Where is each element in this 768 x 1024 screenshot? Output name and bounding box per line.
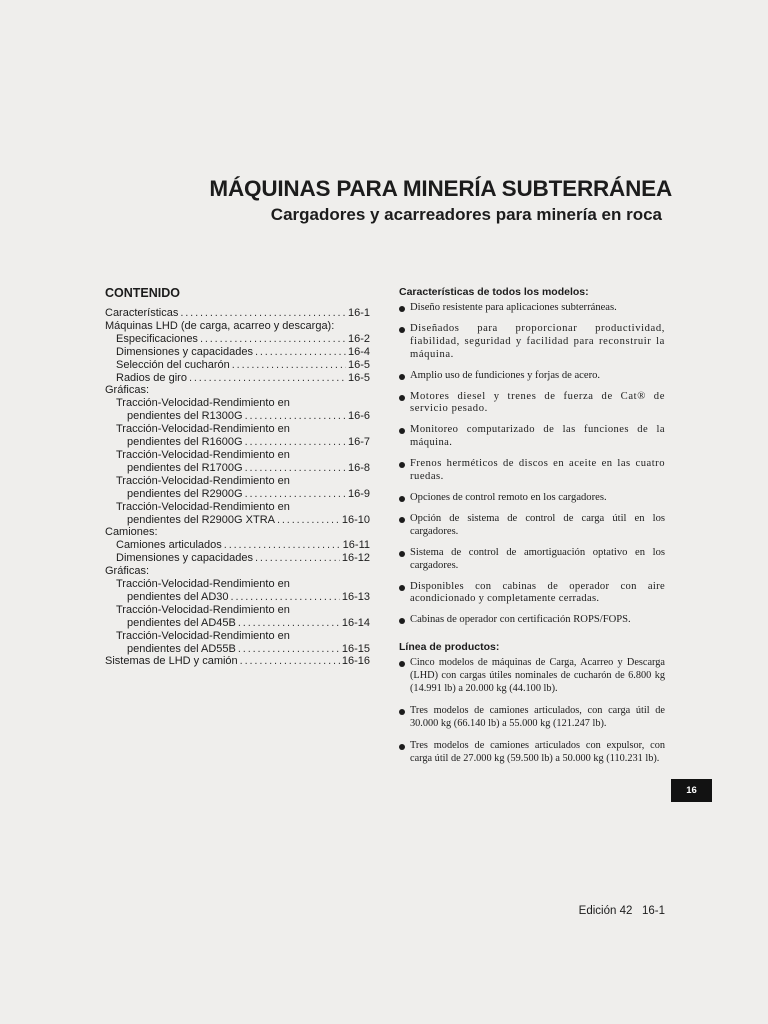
bullet-icon: [399, 374, 405, 380]
bullet-icon: [399, 585, 405, 591]
toc-entry: pendientes del R1700G . . . 16-8: [105, 462, 370, 475]
list-item: Diseñados para proporcionar productividad, fiabilidad, seguridad y facilidad para reconstruir la máquina.: [399, 323, 665, 362]
toc-entry: pendientes del R2900G . . . 16-9: [105, 488, 370, 501]
page-footer: [560, 905, 665, 917]
toc-entry: Camiones articulados . . . 16-11: [105, 539, 370, 552]
bullet-icon: [399, 709, 405, 715]
bullet-icon: [399, 744, 405, 750]
bullet-icon: [399, 517, 405, 523]
toc-entry: Tracción-Velocidad-Rendimiento en: [116, 397, 290, 410]
page-subtitle: Cargadores y acarreadores para minería en roca: [270, 205, 662, 224]
features-column: [399, 286, 665, 775]
toc-entry: Gráficas:: [105, 565, 150, 578]
list-item: Tres modelos de camiones articulados con expulsor, con carga útil de 27.000 kg (59.500 lb) a 50.000 kg (110.231 lb).: [399, 740, 665, 766]
toc-entry: Tracción-Velocidad-Rendimiento en: [116, 500, 290, 513]
table-of-contents: [105, 286, 370, 668]
list-item: Opciones de control remoto en los cargadores.: [399, 492, 665, 505]
toc-entry: Dimensiones y capacidades . . . 16-4: [105, 346, 370, 359]
toc-entry: Dimensiones y capacidades . . . 16-12: [105, 552, 370, 565]
toc-entry: Camiones:: [105, 526, 158, 539]
section-tab: 16: [671, 779, 712, 802]
list-item: Cinco modelos de máquinas de Carga, Acarreo y Descarga (LHD) con cargas útiles nominales de cucharón de 6.800 kg (14.991 lb) a 20.000 kg (44.100 lb).: [399, 657, 665, 696]
toc-entry: Máquinas LHD (de carga, acarreo y descarga):: [105, 319, 335, 332]
list-item: Disponibles con cabinas de operador con aire acondicionado y completamente cerradas.: [399, 581, 665, 607]
page-title: MÁQUINAS PARA MINERÍA SUBTERRÁNEA: [209, 176, 672, 201]
toc-entry: pendientes del AD45B . . . 16-14: [105, 617, 370, 630]
toc-entry: Tracción-Velocidad-Rendimiento en: [116, 474, 290, 487]
list-item: Motores diesel y trenes de fuerza de Cat® de servicio pesado.: [399, 391, 665, 417]
bullet-icon: [399, 428, 405, 434]
products-heading: Línea de productos:: [399, 641, 500, 654]
toc-entry: pendientes del R2900G XTRA . . . 16-10: [105, 514, 370, 527]
toc-entry: pendientes del R1300G . . . 16-6: [105, 410, 370, 423]
bullet-icon: [399, 395, 405, 401]
list-item: Sistema de control de amortiguación optativo en los cargadores.: [399, 547, 665, 573]
features-heading: Características de todos los modelos:: [399, 286, 589, 298]
toc-entry: pendientes del AD55B . . . 16-15: [105, 643, 370, 656]
toc-heading: CONTENIDO: [105, 286, 180, 300]
toc-entry: Tracción-Velocidad-Rendimiento en: [116, 448, 290, 461]
bullet-icon: [399, 327, 405, 333]
toc-entry: Características . . . 16-1: [105, 307, 370, 320]
products-section: [399, 641, 665, 765]
toc-entry: Tracción-Velocidad-Rendimiento en: [116, 603, 290, 616]
toc-entry: Tracción-Velocidad-Rendimiento en: [116, 578, 290, 591]
bullet-icon: [399, 496, 405, 502]
features-list: [399, 302, 665, 627]
edition-label: Edición 42: [578, 905, 633, 917]
toc-entry: Especificaciones . . . 16-2: [105, 333, 370, 346]
bullet-icon: [399, 462, 405, 468]
list-item: Frenos herméticos de discos en aceite en las cuatro ruedas.: [399, 458, 665, 484]
toc-entry: Tracción-Velocidad-Rendimiento en: [116, 629, 290, 642]
toc-entry: pendientes del R1600G . . . 16-7: [105, 436, 370, 449]
toc-entry: Tracción-Velocidad-Rendimiento en: [116, 423, 290, 436]
page-number: 16-1: [641, 905, 665, 917]
list-item: Cabinas de operador con certificación ROPS/FOPS.: [399, 614, 665, 627]
bullet-icon: [399, 661, 405, 667]
toc-entry: Radios de giro . . . 16-5: [105, 372, 370, 385]
bullet-icon: [399, 306, 405, 312]
list-item: Amplio uso de fundiciones y forjas de acero.: [399, 370, 665, 383]
toc-entry: Selección del cucharón . . . 16-5: [105, 359, 370, 372]
toc-entry: Gráficas:: [105, 384, 150, 397]
list-item: Diseño resistente para aplicaciones subterráneas.: [399, 302, 665, 315]
products-list: [399, 657, 665, 765]
toc-entry: Sistemas de LHD y camión . . . 16-16: [105, 655, 370, 668]
list-item: Monitoreo computarizado de las funciones de la máquina.: [399, 424, 665, 450]
list-item: Tres modelos de camiones articulados, con carga útil de 30.000 kg (66.140 lb) a 55.000 kg (121.247 lb).: [399, 705, 665, 731]
toc-entry: pendientes del AD30 . . . 16-13: [105, 591, 370, 604]
bullet-icon: [399, 551, 405, 557]
list-item: Opción de sistema de control de carga útil en los cargadores.: [399, 513, 665, 539]
bullet-icon: [399, 618, 405, 624]
